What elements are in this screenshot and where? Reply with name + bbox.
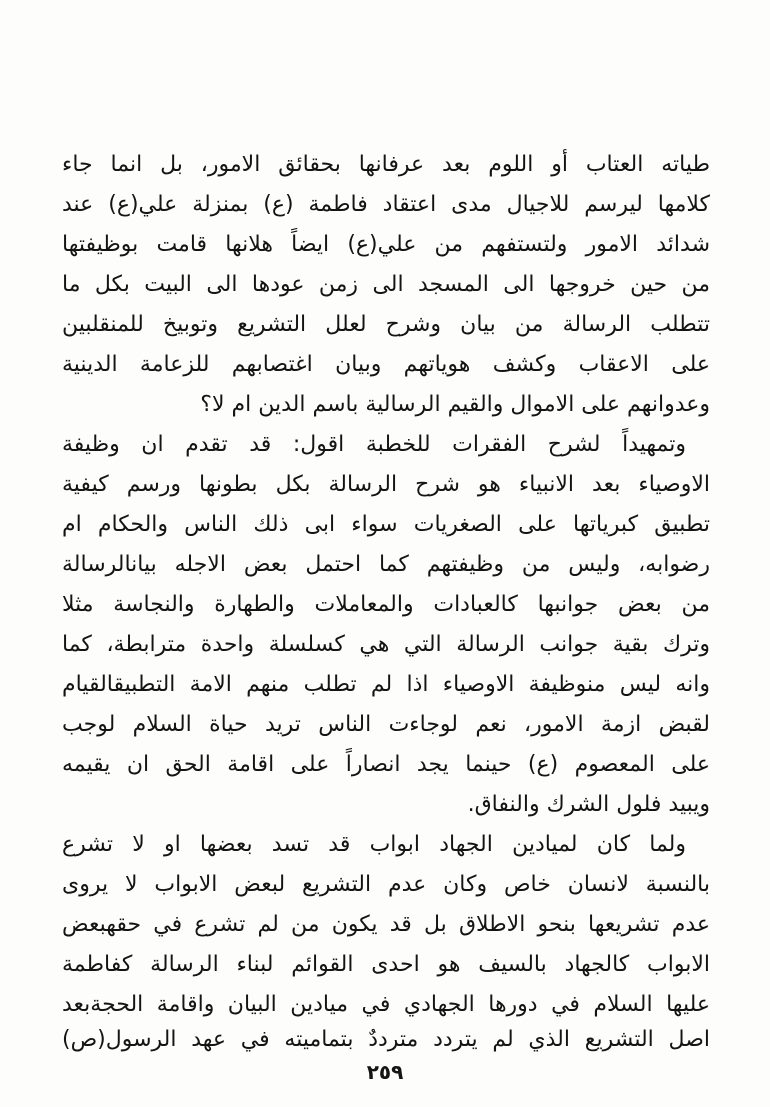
text-line: الابواب كالجهاد بالسيف هو احدى القوائم لبناء الرسالة كفاطمة xyxy=(62,952,710,977)
text-line: اصل التشريع الذي لم يتردد مترددٌ بتماميته في عهد الرسول(ص) xyxy=(62,1027,710,1052)
text-line: وعدوانهم على الاموال والقيم الرسالية باسم الدين ام لا؟ xyxy=(200,392,710,417)
text-line: ولما كان لميادين الجهاد ابواب قد تسد بعضها او لا تشرع xyxy=(62,832,686,857)
text-line: عدم تشريعها بنحو الاطلاق بل قد يكون من لم تشرع في حقهبعض xyxy=(62,912,710,937)
text-line: من بعض جوانبها كالعبادات والمعاملات والطهارة والنجاسة مثلا xyxy=(62,592,710,617)
text-line: وترك بقية جوانب الرسالة التي هي كسلسلة واحدة مترابطة، كما xyxy=(62,632,710,657)
text-line: من حين خروجها الى المسجد الى زمن عودها الى البيت بكل ما xyxy=(62,272,710,297)
text-line: عليها السلام في دورها الجهادي في ميادين البيان واقامة الحجةبعد xyxy=(62,992,710,1017)
text-line: على المعصوم (ع) حينما يجد انصاراً على اقامة الحق ان يقيمه xyxy=(62,752,710,777)
text-line: وتمهيداً لشرح الفقرات للخطبة اقول: قد تقدم ان وظيفة xyxy=(62,432,686,457)
text-line: وانه ليس منوظيفة الاوصياء اذا لم تطلب منهم الامة التطبيقالقيام xyxy=(62,672,710,697)
page-number: ٢٥٩ xyxy=(366,1060,404,1084)
text-line: تتطلب الرسالة من بيان وشرح لعلل التشريع وتوبيخ للمنقلبين xyxy=(62,312,710,337)
text-line: تطبيق كبرياتها على الصغريات سواء ابى ذلك الناس والحكام ام xyxy=(62,512,710,537)
text-line: لقبض ازمة الامور، نعم لوجاءت الناس تريد حياة السلام لوجب xyxy=(62,712,710,737)
text-line: الاوصياء بعد الانبياء هو شرح الرسالة بكل بطونها ورسم كيفية xyxy=(62,472,710,497)
text-line: رضوابه، وليس من وظيفتهم كما احتمل بعض الاجله بيانالرسالة xyxy=(62,552,710,577)
text-line: على الاعقاب وكشف هوياتهم وبيان اغتصابهم للزعامة الدينية xyxy=(62,352,710,377)
text-line: طياته العتاب أو اللوم بعد عرفانها بحقائق الامور، بل انما جاء xyxy=(62,152,710,177)
text-line: كلامها ليرسم للاجيال مدى اعتقاد فاطمة (ع) بمنزلة علي(ع) عند xyxy=(62,192,710,217)
text-line: شدائد الامور ولتستفهم من علي(ع) ايضاً هلانها قامت بوظيفتها xyxy=(62,232,710,257)
text-line: ويبيد فلول الشرك والنفاق. xyxy=(467,792,710,817)
text-line: بالنسبة لانسان خاص وكان عدم التشريع لبعض الابواب لا يروى xyxy=(62,872,710,897)
